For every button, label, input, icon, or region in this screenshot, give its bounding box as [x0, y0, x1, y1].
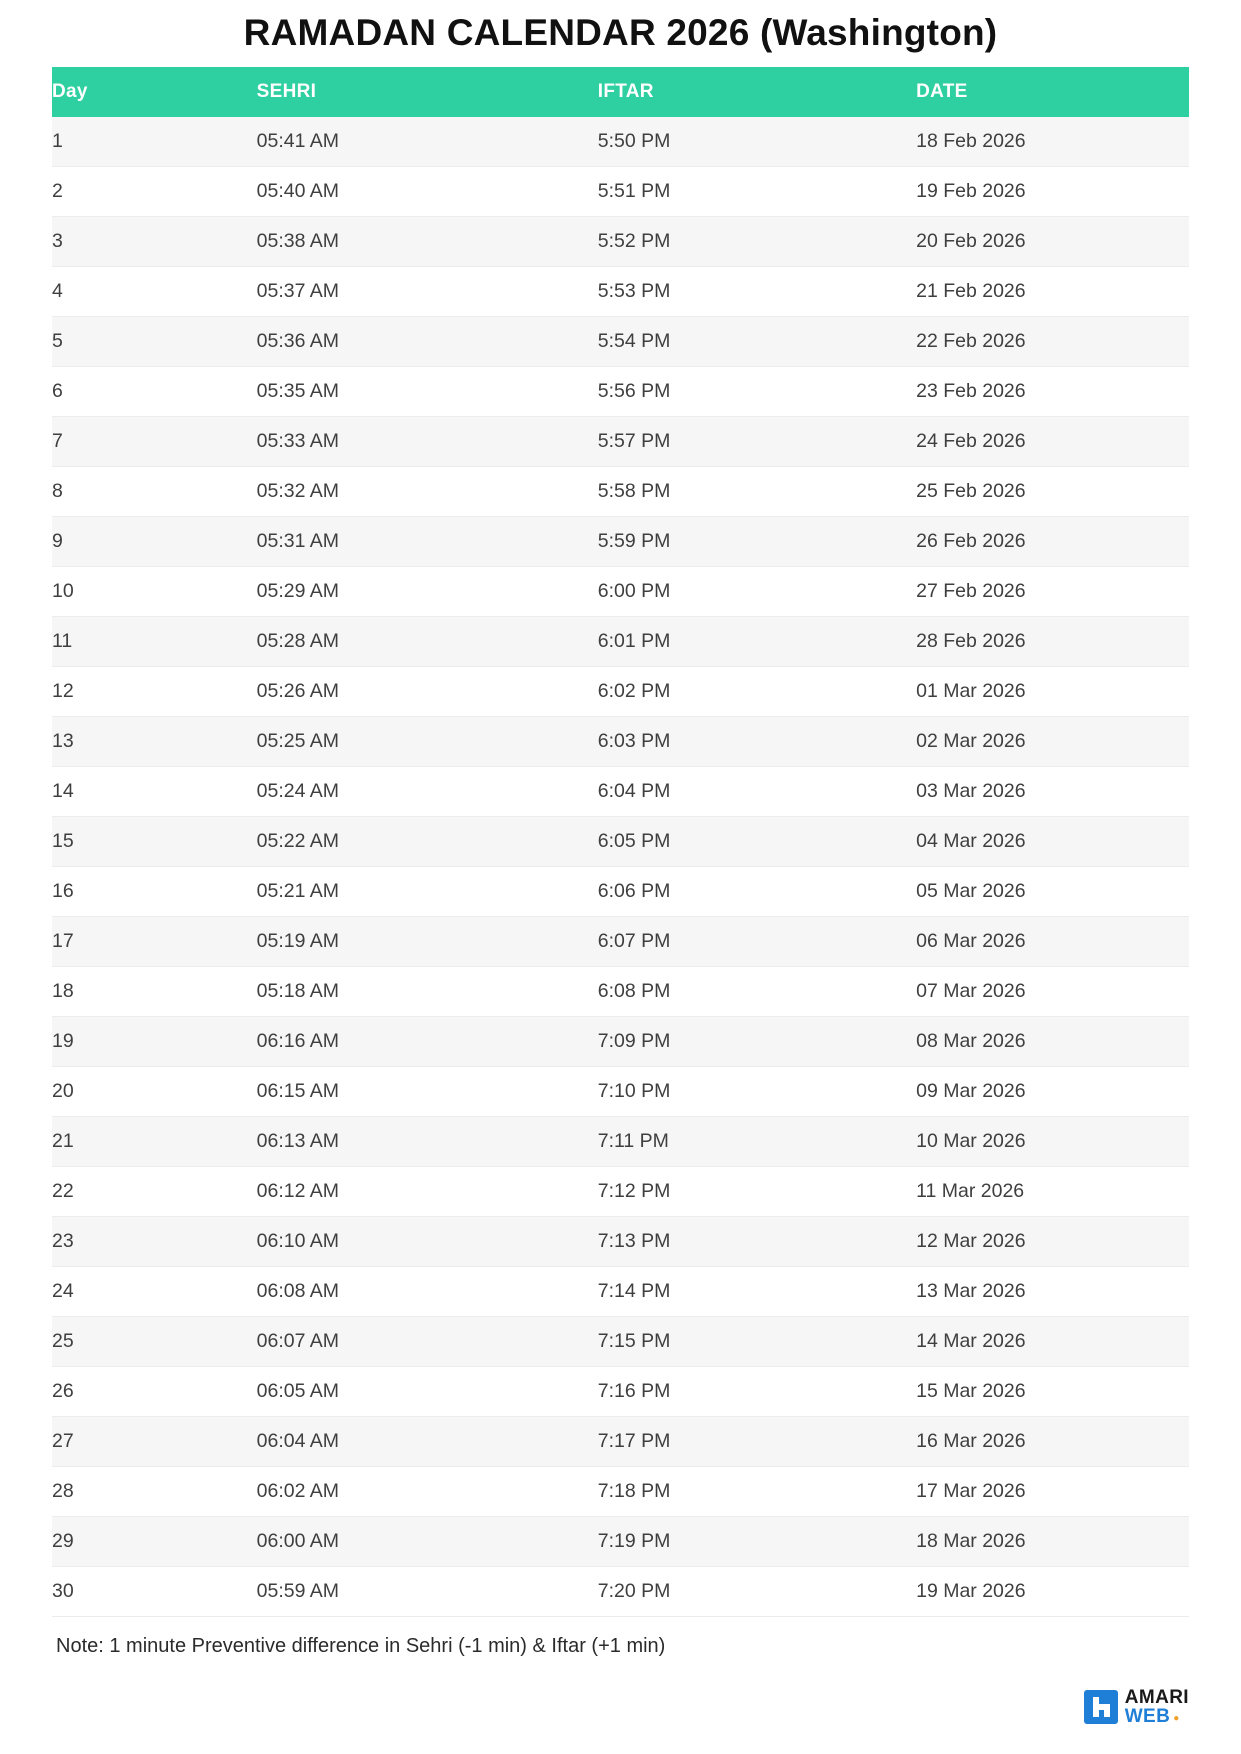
cell-iftar: 7:17 PM [598, 1416, 916, 1466]
cell-sehri: 06:00 AM [257, 1516, 598, 1566]
cell-day: 18 [52, 966, 257, 1016]
cell-date: 26 Feb 2026 [916, 516, 1189, 566]
cell-iftar: 7:11 PM [598, 1116, 916, 1166]
table-row [52, 766, 1189, 816]
cell-sehri: 06:10 AM [257, 1216, 598, 1266]
table-header-row [52, 67, 1189, 117]
table-body [52, 117, 1189, 1617]
cell-date: 15 Mar 2026 [916, 1366, 1189, 1416]
table-row [52, 716, 1189, 766]
cell-iftar: 5:57 PM [598, 416, 916, 466]
table-row [52, 616, 1189, 666]
cell-day: 20 [52, 1066, 257, 1116]
logo-dot-icon: ● [1173, 1713, 1180, 1724]
table-row [52, 1566, 1189, 1616]
cell-iftar: 7:16 PM [598, 1366, 916, 1416]
table-row [52, 916, 1189, 966]
cell-iftar: 6:01 PM [598, 616, 916, 666]
cell-sehri: 05:19 AM [257, 916, 598, 966]
cell-day: 5 [52, 316, 257, 366]
cell-date: 13 Mar 2026 [916, 1266, 1189, 1316]
cell-date: 06 Mar 2026 [916, 916, 1189, 966]
cell-iftar: 5:50 PM [598, 117, 916, 167]
table-row [52, 1016, 1189, 1066]
cell-day: 16 [52, 866, 257, 916]
cell-day: 6 [52, 366, 257, 416]
cell-day: 22 [52, 1166, 257, 1216]
cell-sehri: 05:21 AM [257, 866, 598, 916]
cell-date: 03 Mar 2026 [916, 766, 1189, 816]
table-row [52, 1416, 1189, 1466]
cell-date: 28 Feb 2026 [916, 616, 1189, 666]
cell-sehri: 05:37 AM [257, 266, 598, 316]
logo-line-1: AMARI [1124, 1687, 1189, 1708]
cell-iftar: 5:53 PM [598, 266, 916, 316]
cell-sehri: 05:38 AM [257, 216, 598, 266]
cell-iftar: 6:08 PM [598, 966, 916, 1016]
column-header-sehri: SEHRI [257, 67, 598, 117]
cell-sehri: 05:24 AM [257, 766, 598, 816]
cell-iftar: 6:05 PM [598, 816, 916, 866]
cell-day: 13 [52, 716, 257, 766]
cell-day: 30 [52, 1566, 257, 1616]
cell-day: 4 [52, 266, 257, 316]
column-header-date: DATE [916, 67, 1189, 117]
cell-sehri: 05:25 AM [257, 716, 598, 766]
cell-iftar: 5:58 PM [598, 466, 916, 516]
cell-day: 21 [52, 1116, 257, 1166]
cell-date: 18 Feb 2026 [916, 117, 1189, 167]
cell-date: 24 Feb 2026 [916, 416, 1189, 466]
logo-line-2-text: WEB [1124, 1706, 1171, 1727]
cell-date: 09 Mar 2026 [916, 1066, 1189, 1116]
cell-day: 28 [52, 1466, 257, 1516]
cell-iftar: 7:14 PM [598, 1266, 916, 1316]
cell-date: 02 Mar 2026 [916, 716, 1189, 766]
cell-date: 05 Mar 2026 [916, 866, 1189, 916]
cell-date: 14 Mar 2026 [916, 1316, 1189, 1366]
cell-date: 10 Mar 2026 [916, 1116, 1189, 1166]
cell-sehri: 05:36 AM [257, 316, 598, 366]
cell-sehri: 05:26 AM [257, 666, 598, 716]
cell-date: 01 Mar 2026 [916, 666, 1189, 716]
table-row [52, 1116, 1189, 1166]
table-row [52, 866, 1189, 916]
table-row [52, 1216, 1189, 1266]
cell-iftar: 6:00 PM [598, 566, 916, 616]
cell-day: 7 [52, 416, 257, 466]
cell-day: 8 [52, 466, 257, 516]
cell-iftar: 7:12 PM [598, 1166, 916, 1216]
note-text: Note: 1 minute Preventive difference in Sehri (-1 min) & Iftar (+1 min) [56, 1634, 666, 1657]
cell-iftar: 5:51 PM [598, 166, 916, 216]
cell-date: 17 Mar 2026 [916, 1466, 1189, 1516]
table-row [52, 1166, 1189, 1216]
cell-date: 07 Mar 2026 [916, 966, 1189, 1016]
cell-day: 15 [52, 816, 257, 866]
cell-sehri: 05:33 AM [257, 416, 598, 466]
cell-iftar: 7:18 PM [598, 1466, 916, 1516]
cell-sehri: 05:35 AM [257, 366, 598, 416]
table-row [52, 516, 1189, 566]
table-row [52, 216, 1189, 266]
table-row [52, 316, 1189, 366]
cell-iftar: 6:06 PM [598, 866, 916, 916]
column-header-iftar: IFTAR [598, 67, 916, 117]
table-row [52, 816, 1189, 866]
cell-day: 27 [52, 1416, 257, 1466]
cell-iftar: 5:54 PM [598, 316, 916, 366]
hamariweb-mark-icon [1084, 1690, 1118, 1724]
cell-sehri: 05:59 AM [257, 1566, 598, 1616]
cell-iftar: 7:20 PM [598, 1566, 916, 1616]
cell-day: 19 [52, 1016, 257, 1066]
cell-date: 19 Mar 2026 [916, 1566, 1189, 1616]
page-title: RAMADAN CALENDAR 2026 (Washington) [243, 12, 998, 53]
cell-sehri: 06:04 AM [257, 1416, 598, 1466]
cell-date: 19 Feb 2026 [916, 166, 1189, 216]
cell-iftar: 5:59 PM [598, 516, 916, 566]
cell-day: 25 [52, 1316, 257, 1366]
cell-date: 11 Mar 2026 [916, 1166, 1189, 1216]
table-row [52, 1066, 1189, 1116]
cell-iftar: 6:02 PM [598, 666, 916, 716]
cell-day: 17 [52, 916, 257, 966]
table-row [52, 117, 1189, 167]
cell-sehri: 05:28 AM [257, 616, 598, 666]
cell-day: 11 [52, 616, 257, 666]
cell-sehri: 05:31 AM [257, 516, 598, 566]
cell-sehri: 05:18 AM [257, 966, 598, 1016]
cell-date: 20 Feb 2026 [916, 216, 1189, 266]
table-row [52, 266, 1189, 316]
cell-day: 14 [52, 766, 257, 816]
cell-date: 16 Mar 2026 [916, 1416, 1189, 1466]
table-row [52, 566, 1189, 616]
cell-date: 21 Feb 2026 [916, 266, 1189, 316]
cell-date: 27 Feb 2026 [916, 566, 1189, 616]
cell-day: 23 [52, 1216, 257, 1266]
cell-iftar: 6:07 PM [598, 916, 916, 966]
table-row [52, 1516, 1189, 1566]
cell-date: 25 Feb 2026 [916, 466, 1189, 516]
cell-iftar: 7:15 PM [598, 1316, 916, 1366]
table-row [52, 416, 1189, 466]
table-row [52, 366, 1189, 416]
cell-date: 22 Feb 2026 [916, 316, 1189, 366]
hamariweb-logo [1084, 1688, 1189, 1726]
cell-sehri: 05:29 AM [257, 566, 598, 616]
table-row [52, 166, 1189, 216]
cell-iftar: 7:13 PM [598, 1216, 916, 1266]
table-row [52, 1266, 1189, 1316]
cell-date: 12 Mar 2026 [916, 1216, 1189, 1266]
logo-line-2 [1125, 1707, 1189, 1726]
cell-date: 08 Mar 2026 [916, 1016, 1189, 1066]
cell-iftar: 5:56 PM [598, 366, 916, 416]
cell-day: 26 [52, 1366, 257, 1416]
cell-iftar: 6:03 PM [598, 716, 916, 766]
cell-date: 18 Mar 2026 [916, 1516, 1189, 1566]
table-row [52, 466, 1189, 516]
cell-sehri: 06:16 AM [257, 1016, 598, 1066]
cell-day: 12 [52, 666, 257, 716]
cell-sehri: 05:22 AM [257, 816, 598, 866]
cell-day: 24 [52, 1266, 257, 1316]
cell-sehri: 06:08 AM [257, 1266, 598, 1316]
table-row [52, 1366, 1189, 1416]
table-row [52, 1466, 1189, 1516]
cell-iftar: 7:19 PM [598, 1516, 916, 1566]
cell-day: 2 [52, 166, 257, 216]
cell-iftar: 7:09 PM [598, 1016, 916, 1066]
cell-iftar: 6:04 PM [598, 766, 916, 816]
table-row [52, 1316, 1189, 1366]
logo-wordmark [1125, 1688, 1189, 1726]
cell-sehri: 05:40 AM [257, 166, 598, 216]
table-row [52, 666, 1189, 716]
cell-sehri: 06:12 AM [257, 1166, 598, 1216]
cell-day: 29 [52, 1516, 257, 1566]
cell-day: 1 [52, 117, 257, 167]
table-header [52, 67, 1189, 117]
cell-sehri: 05:32 AM [257, 466, 598, 516]
cell-day: 9 [52, 516, 257, 566]
column-header-day: Day [52, 67, 257, 117]
cell-iftar: 7:10 PM [598, 1066, 916, 1116]
cell-day: 3 [52, 216, 257, 266]
table-row [52, 966, 1189, 1016]
cell-sehri: 06:05 AM [257, 1366, 598, 1416]
cell-day: 10 [52, 566, 257, 616]
cell-sehri: 06:02 AM [257, 1466, 598, 1516]
ramadan-calendar-table [52, 67, 1189, 1617]
cell-sehri: 05:41 AM [257, 117, 598, 167]
cell-date: 23 Feb 2026 [916, 366, 1189, 416]
cell-iftar: 5:52 PM [598, 216, 916, 266]
cell-sehri: 06:13 AM [257, 1116, 598, 1166]
cell-date: 04 Mar 2026 [916, 816, 1189, 866]
cell-sehri: 06:07 AM [257, 1316, 598, 1366]
cell-sehri: 06:15 AM [257, 1066, 598, 1116]
